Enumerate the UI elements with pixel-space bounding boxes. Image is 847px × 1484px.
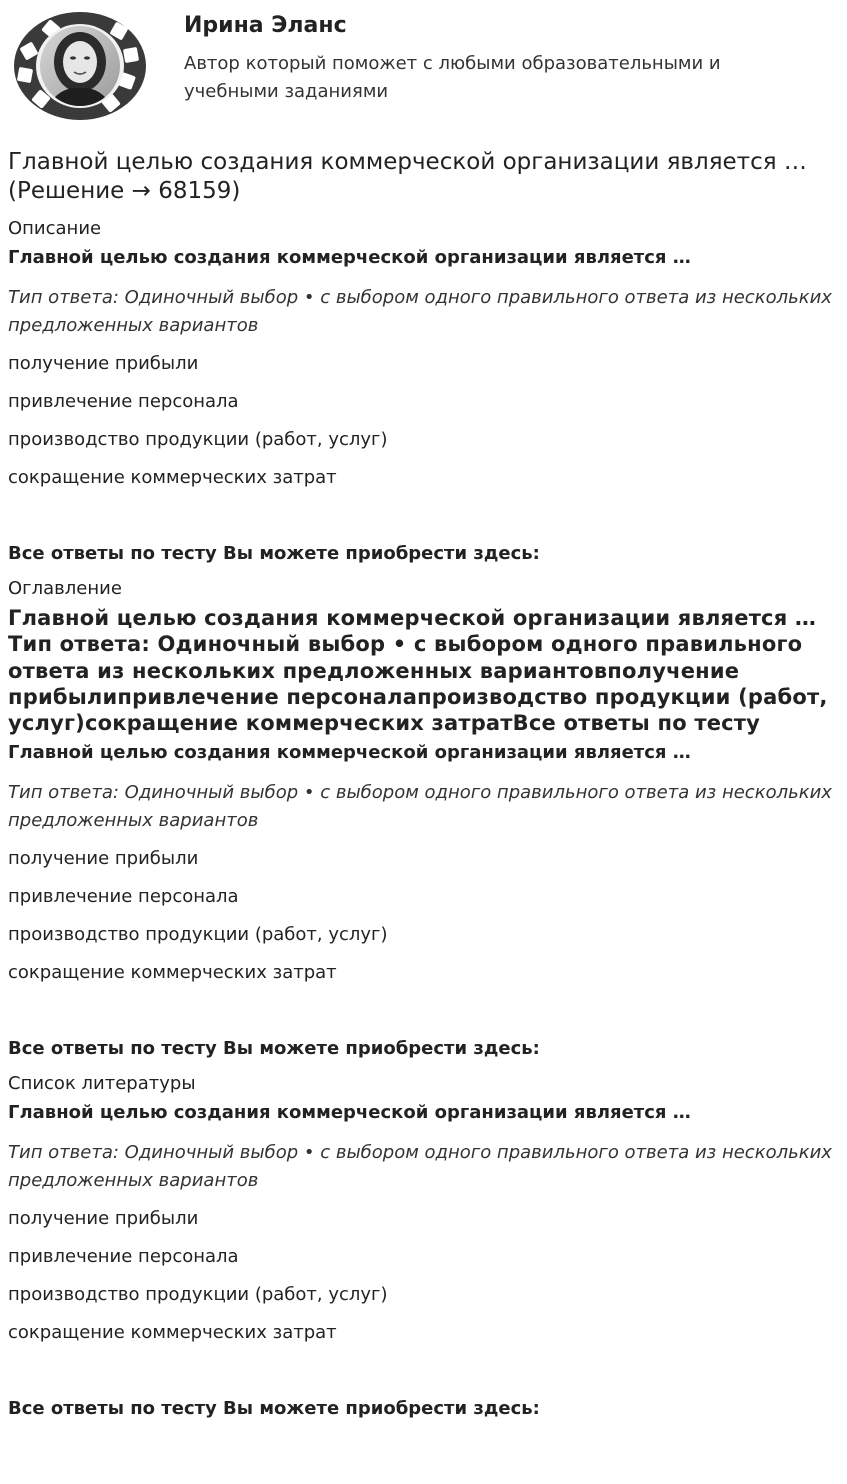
answer-option: производство продукции (работ, услуг) bbox=[8, 924, 388, 946]
literature-section bbox=[8, 1072, 839, 1421]
question-text: Главной целью создания коммерческой организации является … bbox=[8, 742, 691, 764]
question-text: Главной целью создания коммерческой организации является … bbox=[8, 1102, 691, 1124]
question-text: Главной целью создания коммерческой организации является … bbox=[8, 247, 691, 268]
answer-type: Тип ответа: Одиночный выбор • с выбором одного правильного ответа из нескольких предложенных вариантов bbox=[8, 1142, 832, 1192]
section-label-description: Описание bbox=[8, 218, 102, 239]
author-avatar-icon[interactable] bbox=[8, 6, 150, 126]
answer-option: получение прибыли bbox=[8, 353, 199, 374]
answer-option: сокращение коммерческих затрат bbox=[8, 962, 337, 984]
section-label-toc: Оглавление bbox=[8, 578, 122, 599]
description-section bbox=[8, 217, 839, 566]
answer-option: привлечение персонала bbox=[8, 391, 239, 412]
section-label-literature: Список литературы bbox=[8, 1073, 196, 1095]
answer-option: производство продукции (работ, услуг) bbox=[8, 1284, 388, 1306]
buy-answers-text: Все ответы по тесту Вы можете приобрести здесь: bbox=[8, 543, 540, 564]
page-content bbox=[8, 0, 839, 1421]
answer-type: Тип ответа: Одиночный выбор • с выбором одного правильного ответа из нескольких предложенных вариантов bbox=[8, 782, 832, 832]
buy-answers-text: Все ответы по тесту Вы можете приобрести здесь: bbox=[8, 1038, 540, 1060]
toc-title: Главной целью создания коммерческой организации является …Тип ответа: Одиночный выбор • с выбором одного правильного ответа из нескольких предложенных вариантовполучение прибылипривлечение персоналапроизводство продукции (работ, услуг)сокращение коммерческих затратВсе ответы по тесту bbox=[8, 606, 828, 736]
page-title: Главной целью создания коммерческой организации является … (Решение → 68159) bbox=[8, 149, 807, 204]
answer-option: привлечение персонала bbox=[8, 1246, 239, 1268]
answer-option: производство продукции (работ, услуг) bbox=[8, 429, 388, 450]
answer-option: сокращение коммерческих затрат bbox=[8, 1322, 337, 1344]
answer-option: получение прибыли bbox=[8, 1208, 199, 1230]
answer-option: сокращение коммерческих затрат bbox=[8, 467, 337, 488]
author-name[interactable]: Ирина Эланс bbox=[184, 13, 347, 38]
answer-type: Тип ответа: Одиночный выбор • с выбором одного правильного ответа из нескольких предложенных вариантов bbox=[8, 287, 832, 336]
answer-option: привлечение персонала bbox=[8, 886, 239, 908]
answer-option: получение прибыли bbox=[8, 848, 199, 870]
buy-answers-text: Все ответы по тесту Вы можете приобрести здесь: bbox=[8, 1398, 540, 1420]
author-description: Автор который поможет с любыми образовательными и учебными заданиями bbox=[184, 53, 721, 102]
toc-section bbox=[8, 577, 839, 1061]
author-header bbox=[8, 0, 839, 130]
